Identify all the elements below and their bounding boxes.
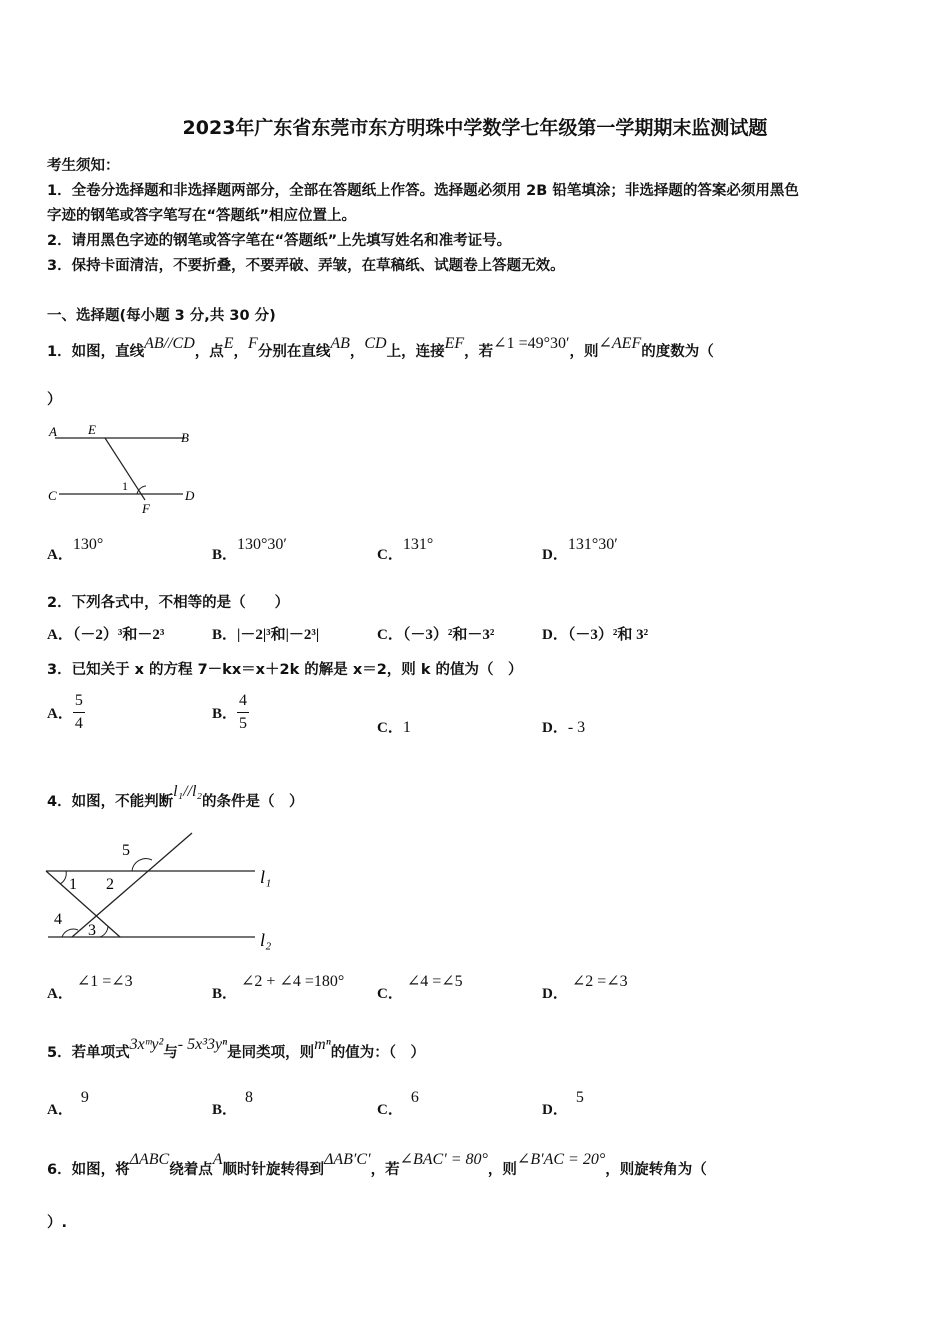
q4-option-d[interactable] xyxy=(542,973,628,1003)
q1-math: AB//CD xyxy=(144,335,195,352)
page-title: 2023年广东省东莞市东方明珠中学数学七年级第一学期期末监测试题 xyxy=(182,117,768,139)
q6-text: ，若 xyxy=(370,1162,400,1178)
q3-option-d[interactable] xyxy=(542,716,585,737)
q4-option-c[interactable] xyxy=(377,973,463,1003)
q5-math: mⁿ xyxy=(314,1036,331,1053)
q1-text: 的度数为（ xyxy=(641,344,714,360)
q4-text: 4．如图，不能判断 xyxy=(47,794,174,810)
option-value: 6 xyxy=(410,1089,419,1106)
q5-text: 与 xyxy=(163,1045,178,1061)
q1-figure xyxy=(45,420,205,520)
option-label: A． xyxy=(47,706,73,722)
option-label: A． xyxy=(47,547,73,563)
q6-text: 绕着点 xyxy=(169,1162,213,1178)
q1-option-b[interactable] xyxy=(212,536,287,564)
q5-math: 3xᵐy² xyxy=(129,1036,164,1053)
q5-option-a[interactable] xyxy=(47,1089,89,1119)
label-b: B xyxy=(181,430,189,445)
label-1: 1 xyxy=(122,479,128,493)
option-label: A． xyxy=(47,627,73,643)
label-e: E xyxy=(88,422,96,437)
question-3-stem: 3．已知关于 x 的方程 7－kx＝x＋2k 的解是 x＝2，则 k 的值为（ ） xyxy=(47,662,523,678)
option-label: C． xyxy=(377,986,403,1002)
option-label: D． xyxy=(542,627,568,643)
q6-close-paren: ）. xyxy=(47,1215,68,1231)
q1-math: AB xyxy=(330,335,350,352)
label-f: F xyxy=(142,501,150,516)
label-l1: l₁ xyxy=(260,867,272,887)
option-value: - 3 xyxy=(567,719,586,736)
numerator: 5 xyxy=(73,690,85,713)
option-label: B． xyxy=(212,706,238,722)
q5-math: - 5x³3yⁿ xyxy=(177,1036,228,1053)
q3-option-a[interactable] xyxy=(47,690,85,735)
label-d: D xyxy=(185,488,195,503)
q1-math: CD xyxy=(364,335,387,352)
fraction xyxy=(237,690,249,735)
denominator: 5 xyxy=(239,715,248,732)
angle-3-arc xyxy=(100,926,108,937)
q4-math: l₁//l₂ xyxy=(173,783,202,800)
option-label: D． xyxy=(542,986,568,1002)
option-value: （－2）³和－2³ xyxy=(72,627,165,643)
q2-option-a[interactable] xyxy=(47,623,164,644)
q6-math: ∠BAC′ = 80° xyxy=(399,1151,488,1168)
q5-text: 5．若单项式 xyxy=(47,1045,130,1061)
option-value: 5 xyxy=(575,1089,584,1106)
q6-text: 顺时针旋转得到 xyxy=(222,1162,324,1178)
denominator: 4 xyxy=(74,715,83,732)
q2-option-c[interactable] xyxy=(377,623,494,644)
option-label: A． xyxy=(47,1102,73,1118)
q1-option-a[interactable] xyxy=(47,536,104,564)
question-2-stem: 2．下列各式中，不相等的是（ ） xyxy=(47,595,290,611)
option-label: D． xyxy=(542,547,568,563)
q2-option-b[interactable] xyxy=(212,623,319,644)
notice-line-1: 1．全卷分选择题和非选择题两部分，全部在答题纸上作答。选择题必须用 2B 铅笔填涂；非选择题的答案必须用黑色 xyxy=(47,183,799,199)
q1-text: ， xyxy=(233,344,249,360)
option-value: 130°30′ xyxy=(237,536,287,553)
q1-text: ，则 xyxy=(569,344,599,360)
q1-text: 上，连接 xyxy=(386,344,445,360)
notice-line-2: 2．请用黑色字迹的钢笔或答字笔在“答题纸”上先填写姓名和准考证号。 xyxy=(47,233,512,249)
notice-line-1b: 字迹的钢笔或答字笔写在“答题纸”相应位置上。 xyxy=(47,208,357,224)
option-value: ∠4 =∠5 xyxy=(406,973,463,990)
label-3: 3 xyxy=(88,922,96,939)
q4-option-b[interactable] xyxy=(212,973,345,1003)
option-value: ∠1 =∠3 xyxy=(76,973,133,990)
label-5: 5 xyxy=(122,842,130,859)
q1-option-d[interactable] xyxy=(542,536,618,564)
label-l2: l₂ xyxy=(260,930,272,950)
option-value: （－3）²和 3² xyxy=(567,627,649,643)
option-label: D． xyxy=(542,720,568,736)
fraction xyxy=(73,690,85,735)
q1-text: ，点 xyxy=(194,344,224,360)
q5-option-c[interactable] xyxy=(377,1089,419,1119)
option-value: |－2|³和|－2³| xyxy=(237,627,320,643)
q1-text: 分别在直线 xyxy=(257,344,331,360)
option-value: （－3）²和－3² xyxy=(402,627,495,643)
q6-math: ΔAB′C′ xyxy=(323,1151,371,1168)
option-value: 1 xyxy=(402,719,411,736)
question-5-stem xyxy=(47,1036,425,1062)
q6-math: ΔABC xyxy=(129,1151,170,1168)
label-2: 2 xyxy=(106,876,114,893)
option-value: 8 xyxy=(245,1089,254,1106)
option-label: B． xyxy=(212,547,238,563)
label-1: 1 xyxy=(69,876,77,893)
q6-text: ，则旋转角为（ xyxy=(605,1162,707,1178)
q1-text: 1．如图，直线 xyxy=(47,344,145,360)
option-value: ∠2 =∠3 xyxy=(571,973,628,990)
q5-text: 是同类项，则 xyxy=(227,1045,315,1061)
label-c: C xyxy=(48,488,57,503)
option-value: 131°30′ xyxy=(567,536,618,553)
option-label: B． xyxy=(212,1102,238,1118)
option-label: B． xyxy=(212,627,238,643)
option-label: B． xyxy=(212,986,238,1002)
option-label: C． xyxy=(377,547,403,563)
q1-math: ∠AEF xyxy=(598,335,642,352)
option-value: 9 xyxy=(80,1089,89,1106)
option-label: C． xyxy=(377,1102,403,1118)
q6-math: A xyxy=(212,1151,223,1168)
option-value: ∠2 + ∠4 =180° xyxy=(241,973,345,990)
q1-math: EF xyxy=(444,335,465,352)
q3-option-c[interactable] xyxy=(377,716,411,737)
q6-text: 6．如图，将 xyxy=(47,1162,130,1178)
option-label: C． xyxy=(377,627,403,643)
option-value: 130° xyxy=(72,536,104,553)
q6-text: ，则 xyxy=(487,1162,517,1178)
angle-5-arc xyxy=(132,859,152,871)
q1-text: ， xyxy=(349,344,365,360)
q1-close-paren: ） xyxy=(47,392,62,408)
question-6-stem xyxy=(47,1151,707,1179)
label-a: A xyxy=(49,424,57,439)
q1-math: E xyxy=(223,335,234,352)
q5-option-d[interactable] xyxy=(542,1089,584,1119)
section-heading: 一、选择题(每小题 3 分,共 30 分) xyxy=(47,308,276,324)
option-label: A． xyxy=(47,986,73,1002)
q1-math: ∠1 =49°30′ xyxy=(493,335,570,352)
angle-1-arc xyxy=(137,486,146,494)
option-label: D． xyxy=(542,1102,568,1118)
notice-line-3: 3．保持卡面清洁，不要折叠，不要弄破、弄皱，在草稿纸、试题卷上答题无效。 xyxy=(47,258,565,274)
q1-text: ，若 xyxy=(464,344,494,360)
angle-1-arc xyxy=(60,871,66,884)
question-1-stem xyxy=(47,335,714,361)
q3-option-b[interactable] xyxy=(212,690,249,735)
q4-option-a[interactable] xyxy=(47,973,133,1003)
label-4: 4 xyxy=(54,911,62,928)
q1-math: F xyxy=(248,335,258,352)
question-4-stem xyxy=(47,783,304,811)
q6-math: ∠B′AC = 20° xyxy=(516,1151,606,1168)
q5-text: 的值为：（ ） xyxy=(330,1045,425,1061)
q4-text: 的条件是（ ） xyxy=(202,794,304,810)
q4-figure xyxy=(40,828,290,953)
numerator: 4 xyxy=(237,690,249,713)
q2-option-d[interactable] xyxy=(542,623,648,644)
option-value: 131° xyxy=(402,536,434,553)
notice-heading: 考生须知： xyxy=(47,158,120,174)
option-label: C． xyxy=(377,720,403,736)
q5-option-b[interactable] xyxy=(212,1089,254,1119)
q1-option-c[interactable] xyxy=(377,536,434,564)
